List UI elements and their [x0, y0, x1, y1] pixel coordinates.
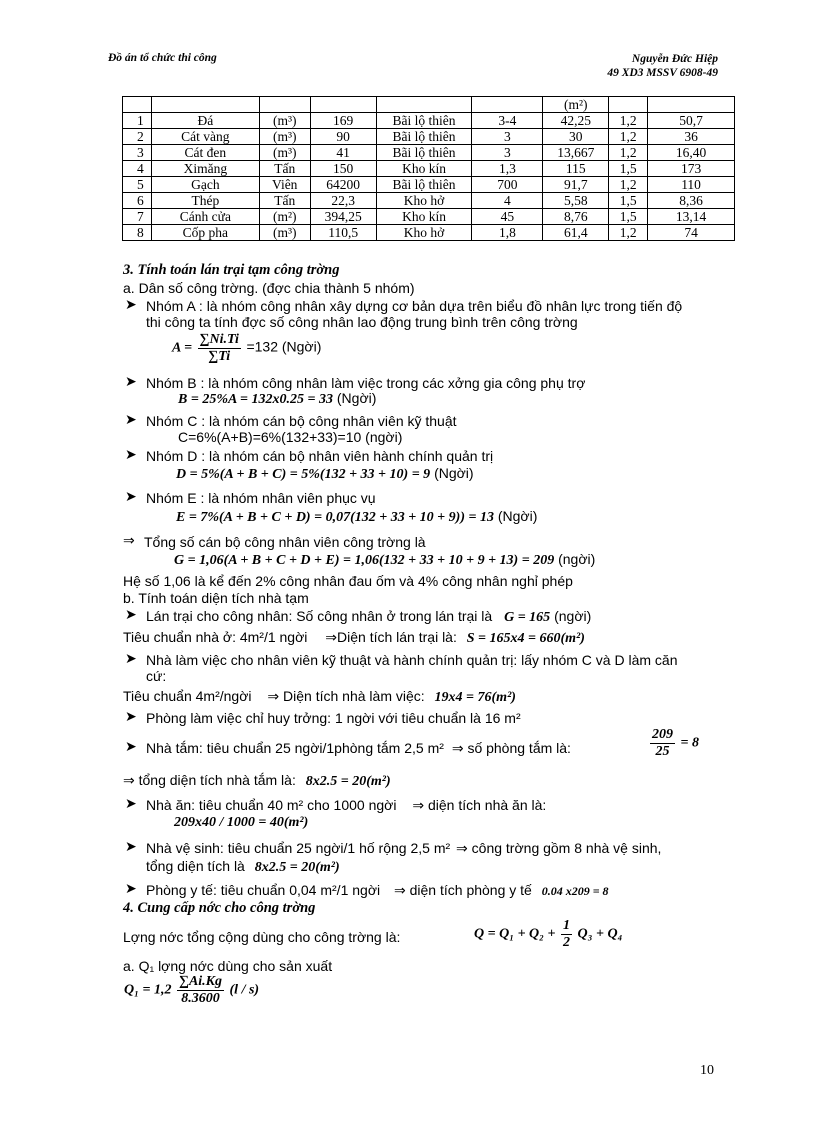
table-cell: 6 — [123, 193, 152, 209]
formula-q-part2: Q₃ + Q₄ — [577, 926, 623, 942]
nha-an-line — [146, 797, 546, 814]
nha-lam-viec-text: Nhà làm việc cho nhân viên kỹ thuật và hành chính quản trị: lấy nhóm C và D làm căn — [146, 652, 678, 668]
formula-q1-unit: (l / s) — [229, 982, 260, 998]
tieu-chuan-lv-text: Tiêu chuẩn 4m²/ngời — [123, 688, 252, 704]
table-row — [123, 225, 735, 241]
table-row — [123, 145, 735, 161]
table-cell: 110 — [648, 177, 735, 193]
section-3-title: 3. Tính toán lán trại tạm công trờng — [123, 262, 340, 278]
formula-a — [172, 332, 321, 365]
formula-b-expr: B = 25%A = 132x0.25 = 33 — [178, 392, 333, 407]
bullet-arrow-icon: ➤ — [125, 488, 137, 504]
formula-tam-result: = 8 — [680, 735, 699, 751]
formula-tam — [648, 727, 699, 760]
formula-c: C=6%(A+B)=6%(132+33)=10 (ngời) — [178, 429, 403, 445]
bullet-arrow-icon: ➤ — [125, 795, 137, 811]
formula-lan-g: G = 165 — [504, 610, 551, 625]
table-cell: 3 — [472, 129, 543, 145]
nha-ve-sinh-text: Nhà vệ sinh: tiêu chuẩn 25 ngời/1 hố rộng 2,5 m² — [146, 840, 451, 856]
section-4-title: 4. Cung cấp nớc cho công trờng — [123, 900, 316, 916]
q1-line: a. Q₁ lợng nớc dùng cho sản xuất — [123, 958, 333, 974]
table-cell: 115 — [543, 161, 609, 177]
table-cell: (m³) — [259, 129, 310, 145]
table-header-row — [123, 97, 735, 113]
table-cell: 8 — [123, 225, 152, 241]
formula-e-expr: E = 7%(A + B + C + D) = 0,07(132 + 33 + 10 + 9)) = 13 — [176, 510, 494, 525]
table-cell: 91,7 — [543, 177, 609, 193]
table-cell: 1,3 — [472, 161, 543, 177]
table-cell: 8,76 — [543, 209, 609, 225]
formula-g-expr: G = 1,06(A + B + C + D + E) = 1,06(132 + 33 + 10 + 9 + 13) = 209 — [174, 553, 555, 568]
doc-header-title: Đồ án tổ chức thi công — [108, 52, 217, 64]
luong-nuoc-text: Lợng nớc tổng cộng dùng cho công trờng là: — [123, 929, 401, 945]
table-cell: 42,25 — [543, 113, 609, 129]
table-cell: Đá — [151, 113, 259, 129]
tong-ve-sinh-line — [146, 858, 340, 876]
table-cell: Cánh cửa — [151, 209, 259, 225]
table-cell: 50,7 — [648, 113, 735, 129]
formula-a-lhs: A = — [172, 340, 193, 356]
table-cell: Kho kín — [376, 161, 472, 177]
phong-y-te-line — [146, 882, 609, 899]
table-row — [123, 209, 735, 225]
formula-vs: 8x2.5 = 20(m²) — [254, 860, 340, 875]
tieu-chuan-o-line — [123, 629, 585, 647]
bullet-arrow-icon: ➤ — [125, 296, 137, 312]
b-dien-tich-text: b. Tính toán diện tích nhà tạm — [123, 590, 309, 606]
nhom-a-text-2: thi công ta tính đợc số công nhân lao động trung bình trên công trờng — [146, 314, 578, 330]
formula-q-denominator: 2 — [563, 935, 571, 950]
table-cell: 1,2 — [609, 225, 648, 241]
table-cell: Bãi lộ thiên — [376, 177, 472, 193]
bullet-arrow-icon: ➤ — [125, 880, 137, 896]
he-so-text: Hệ số 1,06 là kể đến 2% công nhân đau ốm và 4% công nhân nghỉ phép — [123, 573, 573, 589]
phong-chi-huy-text: Phòng làm việc chỉ huy trởng: 1 ngời với tiêu chuẩn là 16 m² — [146, 710, 521, 726]
table-cell: Bãi lộ thiên — [376, 145, 472, 161]
formula-d — [176, 465, 474, 483]
table-cell: 3 — [123, 145, 152, 161]
formula-q1 — [124, 974, 259, 1007]
table-header-unit: (m²) — [543, 97, 609, 113]
table-cell: 22,3 — [310, 193, 376, 209]
luong-nuoc-line — [123, 929, 400, 945]
table-cell: (m³) — [259, 225, 310, 241]
tong-nha-tam-text: tổng diện tích nhà tắm là: — [138, 772, 296, 788]
table-row — [123, 113, 735, 129]
table-cell: 36 — [648, 129, 735, 145]
formula-q-numerator: 1 — [563, 918, 571, 933]
lan-trai-line — [146, 608, 591, 626]
formula-q1-fraction — [177, 974, 224, 1007]
implies-arrow-icon: ⇒ — [412, 797, 425, 813]
nha-ve-sinh-text-b: công trờng gồm 8 nhà vệ sinh, — [471, 840, 662, 856]
table-cell: Bãi lộ thiên — [376, 113, 472, 129]
formula-g — [174, 551, 595, 569]
nha-tam-line — [146, 740, 571, 757]
nhom-d-text: Nhóm D : là nhóm cán bộ nhân viên hành chính quản trị — [146, 448, 494, 464]
bullet-arrow-icon: ➤ — [125, 738, 137, 754]
tieu-chuan-lv-line — [123, 688, 516, 706]
bullet-arrow-icon: ➤ — [125, 606, 137, 622]
bullet-arrow-icon: ➤ — [125, 446, 137, 462]
table-cell: 1,2 — [609, 113, 648, 129]
nhom-a-text: Nhóm A : là nhóm công nhân xây dựng cơ bản dựa trên biểu đồ nhân lực trong tiến độ — [146, 298, 683, 314]
table-cell: 1,2 — [609, 129, 648, 145]
formula-an: 209x40 / 1000 = 40(m²) — [174, 815, 309, 830]
formula-a-fraction — [198, 332, 241, 365]
table-row — [123, 129, 735, 145]
nhom-e-text: Nhóm E : là nhóm nhân viên phục vụ — [146, 490, 376, 506]
lan-trai-text: Lán trại cho công nhân: Số công nhân ở trong lán trại là — [146, 608, 493, 624]
table-cell: Bãi lộ thiên — [376, 129, 472, 145]
table-cell: 13,14 — [648, 209, 735, 225]
dien-tich-lv-text: Diện tích nhà làm việc: — [283, 688, 425, 704]
table-cell: 1,5 — [609, 209, 648, 225]
table-cell: 700 — [472, 177, 543, 193]
implies-arrow-icon: ⇒ — [394, 882, 406, 898]
nha-ve-sinh-line — [146, 840, 661, 857]
bullet-arrow-icon: ➤ — [125, 373, 137, 389]
table-cell: 3 — [472, 145, 543, 161]
table-cell: 61,4 — [543, 225, 609, 241]
table-cell: 7 — [123, 209, 152, 225]
tong-ve-sinh-text: tổng diện tích là — [146, 858, 245, 874]
formula-b-unit: (Ngời) — [336, 390, 377, 406]
page-number: 10 — [700, 1063, 714, 1078]
implies-arrow-icon: ⇒ — [456, 840, 468, 856]
table-cell: Cát đen — [151, 145, 259, 161]
formula-q1-numerator: ∑Ai.Kg — [178, 974, 223, 989]
formula-tong-tam: 8x2.5 = 20(m²) — [305, 774, 391, 789]
table-row — [123, 177, 735, 193]
table-row — [123, 193, 735, 209]
table-cell: 1,2 — [609, 145, 648, 161]
implies-arrow-icon: ⇒ — [325, 629, 338, 645]
table-cell: 1,5 — [609, 161, 648, 177]
table-cell: (m³) — [259, 113, 310, 129]
formula-yte: 0.04 x209 = 8 — [541, 884, 609, 898]
table-cell: 64200 — [310, 177, 376, 193]
table-cell: 5 — [123, 177, 152, 193]
formula-b — [178, 390, 376, 408]
bullet-arrow-icon: ➤ — [125, 708, 137, 724]
nhom-c-text: Nhóm C : là nhóm cán bộ công nhân viên kỹ thuật — [146, 413, 457, 429]
table-cell: 4 — [123, 161, 152, 177]
table-cell: 4 — [472, 193, 543, 209]
table-cell: 16,40 — [648, 145, 735, 161]
table-cell: 173 — [648, 161, 735, 177]
formula-a-denominator: ∑Ti — [208, 349, 231, 364]
nha-lam-viec-text-2: cứ: — [146, 668, 167, 684]
formula-q-part1: Q = Q₁ + Q₂ + — [474, 926, 556, 942]
table-cell: Thép — [151, 193, 259, 209]
tieu-chuan-o-text: Tiêu chuẩn nhà ở: 4m²/1 ngời — [123, 629, 308, 645]
table-cell: 1,5 — [609, 193, 648, 209]
bullet-arrow-icon: ➤ — [125, 838, 137, 854]
formula-q-fraction — [561, 918, 572, 951]
dien-tich-yte-text: diện tích phòng y tế — [409, 882, 532, 898]
formula-tam-numerator: 209 — [652, 727, 673, 742]
so-phong-tam-text: số phòng tắm là: — [467, 740, 571, 756]
nhom-b-text: Nhóm B : là nhóm công nhân làm việc trong các xởng gia công phụ trợ — [146, 375, 586, 391]
dien-tich-an-text: diện tích nhà ăn là: — [427, 797, 547, 813]
table-cell: 150 — [310, 161, 376, 177]
table-body — [123, 113, 735, 241]
formula-a-result: =132 (Ngời) — [246, 338, 322, 355]
table-cell: 90 — [310, 129, 376, 145]
formula-a-numerator: ∑Ni.Ti — [199, 332, 239, 347]
tong-so-text: Tổng số cán bộ công nhân viên công trờng là — [144, 534, 426, 550]
formula-tam-denominator: 25 — [655, 744, 670, 759]
author-class-id: 49 XD3 MSSV 6908-49 — [607, 67, 718, 79]
table-cell: 3-4 — [472, 113, 543, 129]
formula-d-expr: D = 5%(A + B + C) = 5%(132 + 33 + 10) = 9 — [176, 467, 431, 482]
nha-tam-text: Nhà tắm: tiêu chuẩn 25 ngời/1phòng tắm 2,5 m² — [146, 740, 444, 756]
table-cell: 1,2 — [609, 177, 648, 193]
formula-lv: 19x4 = 76(m²) — [434, 690, 516, 705]
formula-s: S = 165x4 = 660(m²) — [466, 631, 585, 646]
table-cell: 394,25 — [310, 209, 376, 225]
table-cell: 1,8 — [472, 225, 543, 241]
doc-header-author — [607, 52, 718, 80]
formula-e — [176, 508, 537, 526]
bullet-arrow-icon: ➤ — [125, 650, 137, 666]
nha-an-text: Nhà ăn: tiêu chuẩn 40 m² cho 1000 ngời — [146, 797, 397, 813]
table-cell: 13,667 — [543, 145, 609, 161]
table-cell: 169 — [310, 113, 376, 129]
table-cell: 1 — [123, 113, 152, 129]
table-cell: (m²) — [259, 209, 310, 225]
formula-q1-denominator: 8.3600 — [181, 991, 220, 1006]
table-cell: 2 — [123, 129, 152, 145]
table-cell: 30 — [543, 129, 609, 145]
table-cell: Gạch — [151, 177, 259, 193]
formula-d-unit: (Ngời) — [434, 465, 474, 481]
formula-e-unit: (Ngời) — [497, 508, 538, 524]
author-name: Nguyễn Đức Hiệp — [631, 53, 718, 65]
formula-g-unit: (ngời) — [558, 551, 596, 567]
table-cell: Cốp pha — [151, 225, 259, 241]
table-cell: Kho hở — [376, 225, 472, 241]
table-cell: Kho hở — [376, 193, 472, 209]
implies-arrow-icon: ⇒ — [123, 772, 135, 788]
formula-tam-fraction — [650, 727, 675, 760]
formula-q1-lhs: Q₁ = 1,2 — [124, 982, 172, 998]
table-cell: Tấn — [259, 193, 310, 209]
table-row — [123, 161, 735, 177]
table-cell: Ximăng — [151, 161, 259, 177]
bullet-arrow-icon: ➤ — [125, 411, 137, 427]
materials-table — [122, 96, 735, 241]
table-cell: (m³) — [259, 145, 310, 161]
implies-arrow-icon: ⇒ — [267, 688, 280, 704]
dan-so-line: a. Dân số công trờng. (đợc chia thành 5 nhóm) — [123, 280, 415, 296]
table-cell: Tấn — [259, 161, 310, 177]
formula-q — [474, 918, 623, 951]
table-cell: 5,58 — [543, 193, 609, 209]
table-cell: Viên — [259, 177, 310, 193]
table-cell: 110,5 — [310, 225, 376, 241]
lan-trai-unit: (ngời) — [554, 608, 592, 624]
table-cell: 74 — [648, 225, 735, 241]
phong-y-te-text: Phòng y tế: tiêu chuẩn 0,04 m²/1 ngời — [146, 882, 381, 898]
table-cell: 45 — [472, 209, 543, 225]
table-cell: Cát vàng — [151, 129, 259, 145]
table-cell: Kho kín — [376, 209, 472, 225]
implies-arrow-icon: ⇒ — [123, 532, 135, 548]
tong-nha-tam-line — [123, 772, 391, 790]
implies-arrow-icon: ⇒ — [451, 740, 464, 756]
table-cell: 41 — [310, 145, 376, 161]
dien-tich-lan-text: Diện tích lán trại là: — [337, 629, 457, 645]
table-cell: 8,36 — [648, 193, 735, 209]
